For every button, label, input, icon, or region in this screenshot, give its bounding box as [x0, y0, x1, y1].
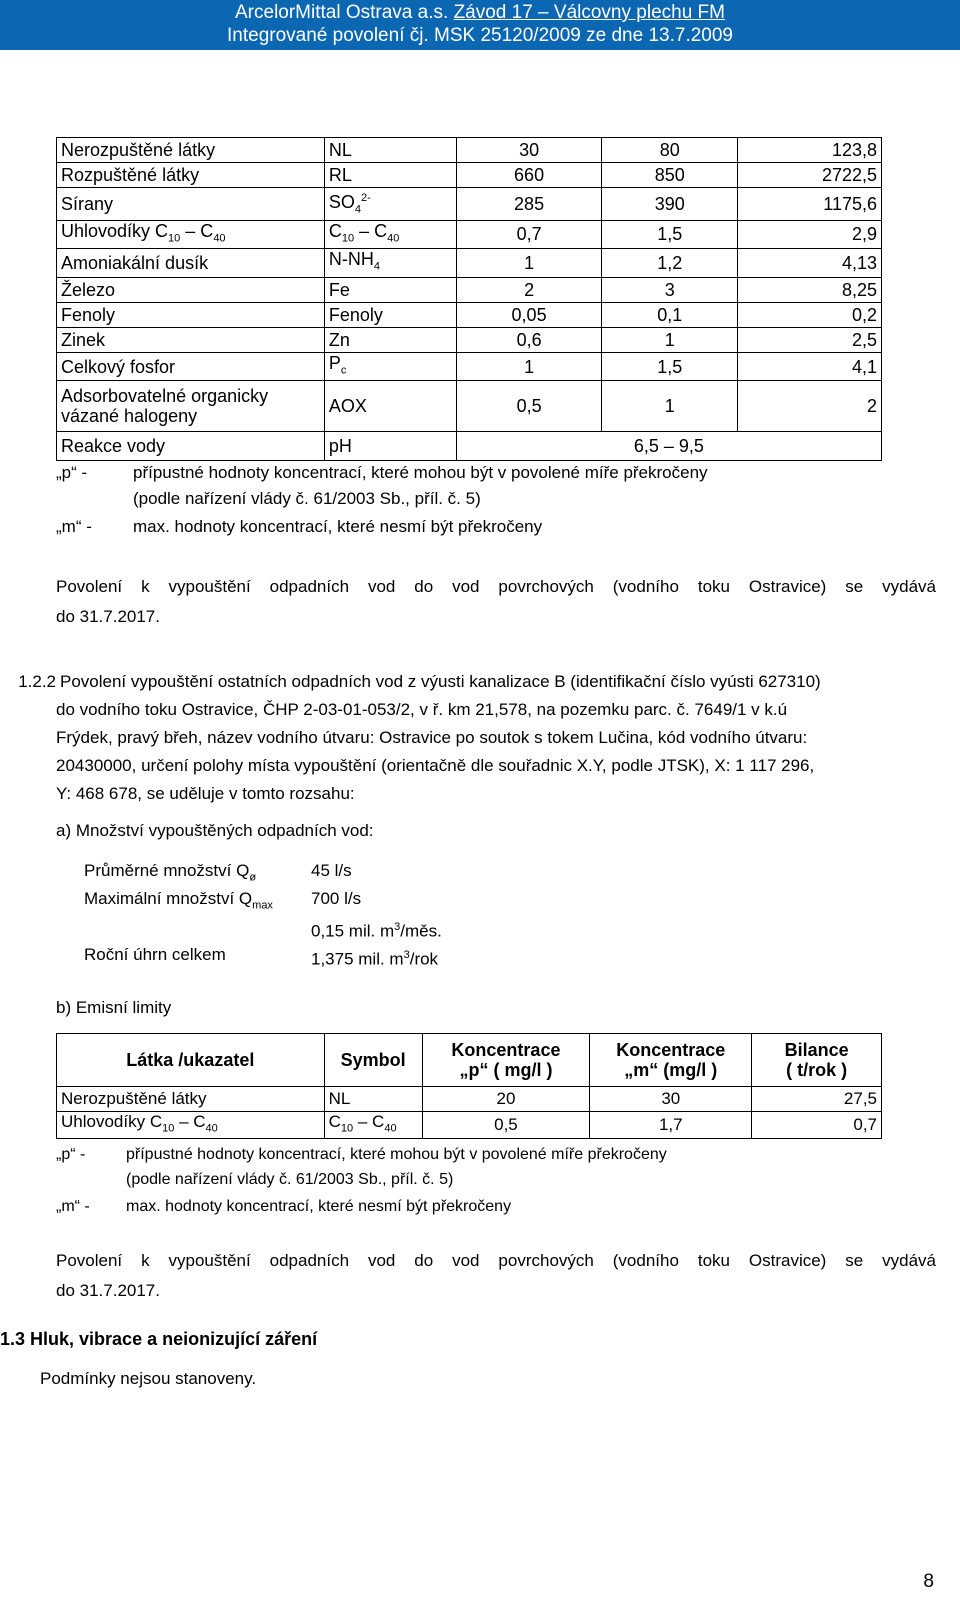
cell-m: 850 [602, 163, 738, 188]
max-value: 700 l/s [311, 889, 362, 908]
cell-name: Sírany [57, 188, 325, 221]
table-row [57, 220, 882, 249]
table-row [57, 381, 882, 432]
cell-m: 3 [602, 277, 738, 302]
cell-name: Fenoly [57, 302, 325, 327]
cell-b: 27,5 [752, 1087, 882, 1112]
section-1-3-text: Podmínky nejsou stanoveny. [40, 1369, 257, 1388]
table-row [57, 1087, 882, 1112]
table-row [57, 432, 882, 461]
cell-p: 0,05 [456, 302, 602, 327]
cell-range: 6,5 – 9,5 [456, 432, 881, 461]
table-row [57, 188, 882, 221]
cell-name: Uhlovodíky $C_{10} - C_{40}$ [57, 220, 325, 249]
cell-b: 2,9 [738, 220, 882, 249]
cell-name: Reakce vody [57, 432, 325, 461]
notes-1 [56, 460, 708, 540]
cell-symbol: NL [324, 138, 456, 163]
cell-name: Adsorbovatelné organicky vázané halogeny [57, 381, 325, 432]
cell-name: Nerozpuštěné látky [57, 1087, 325, 1112]
table-row [57, 277, 882, 302]
year-value: 1,375 mil. $m^3$/rok [311, 949, 439, 969]
table-row [57, 163, 882, 188]
cell-p: 1 [456, 352, 602, 381]
cell-p: 0,6 [456, 327, 602, 352]
cell-m: 1 [602, 381, 738, 432]
section-1-3-heading: 1.3 Hluk, vibrace a neionizující záření [0, 1329, 318, 1349]
cell-b: 1175,6 [738, 188, 882, 221]
cell-symbol: $C_{10} - C_{40}$ [324, 1112, 422, 1139]
cell-symbol: pH [324, 432, 456, 461]
note-m-label: „m“ - [56, 1198, 90, 1215]
cell-p: 0,5 [456, 381, 602, 432]
header-m: Koncentrace „m“ (mg/l ) [590, 1034, 752, 1087]
note-p-label: „p“ - [56, 1146, 86, 1163]
note-p-text2: (podle nařízení vlády č. 61/2003 Sb., příl. č. 5) [126, 1171, 454, 1188]
cell-m: 1,7 [590, 1112, 752, 1139]
table-row [57, 352, 882, 381]
emission-limits-table [56, 1033, 882, 1139]
cell-p: 0,5 [422, 1112, 590, 1139]
table-row [57, 302, 882, 327]
cell-b: 0,7 [752, 1112, 882, 1139]
header-line-2: Integrované povolení čj. MSK 25120/2009 ze dne 13.7.2009 [227, 25, 733, 46]
cell-symbol: AOX [324, 381, 456, 432]
header-name: Látka /ukazatel [57, 1034, 325, 1087]
page-number: 8 [923, 1571, 934, 1592]
note-p-text: přípustné hodnoty koncentrací, které mohou být v povolené míře překročeny [133, 463, 708, 482]
cell-symbol: $N-NH_4$ [324, 249, 456, 278]
cell-b: 0,2 [738, 302, 882, 327]
cell-symbol: Zn [324, 327, 456, 352]
table-row [57, 1112, 882, 1139]
cell-p: 30 [456, 138, 602, 163]
emission-table-1 [56, 137, 882, 461]
cell-b: 4,13 [738, 249, 882, 278]
avg-label: Průměrné množství $Q_ø$ [84, 861, 257, 884]
cell-symbol: $SO_4^{2-}$ [324, 188, 456, 221]
header-b: Bilance ( t/rok ) [752, 1034, 882, 1087]
header-company: ArcelorMittal Ostrava a.s. [235, 2, 449, 23]
cell-m: 80 [602, 138, 738, 163]
note-p-text2: (podle nařízení vlády č. 61/2003 Sb., příl. č. 5) [133, 489, 481, 508]
section-number: 1.2.2 [18, 672, 56, 691]
cell-p: 2 [456, 277, 602, 302]
cell-p: 285 [456, 188, 602, 221]
cell-m: 0,1 [602, 302, 738, 327]
page-header [0, 0, 960, 50]
header-line-1 [0, 1, 960, 25]
note-p-text: přípustné hodnoty koncentrací, které mohou být v povolené míře překročeny [126, 1146, 667, 1163]
permit-1: Povolení k vypouštění odpadních vod do vod povrchových (vodního toku Ostravice) se vydává do 31.7.2017. [56, 577, 936, 626]
cell-name: Amoniakální dusík [57, 249, 325, 278]
max-label: Maximální množství $Q_{max}$ [84, 889, 273, 912]
cell-symbol: Fenoly [324, 302, 456, 327]
cell-b: 8,25 [738, 277, 882, 302]
cell-m: 30 [590, 1087, 752, 1112]
cell-name: Nerozpuštěné látky [57, 138, 325, 163]
note-m-label: „m“ - [56, 517, 92, 536]
cell-p: 660 [456, 163, 602, 188]
permit-2: Povolení k vypouštění odpadních vod do vod povrchových (vodního toku Ostravice) se vydává do 31.7.2017. [56, 1251, 936, 1300]
note-m-text: max. hodnoty koncentrací, které nesmí být překročeny [126, 1198, 512, 1215]
cell-m: 1 [602, 327, 738, 352]
limits-heading: b) Emisní limity [56, 998, 172, 1017]
cell-m: 1,5 [602, 352, 738, 381]
cell-m: 1,2 [602, 249, 738, 278]
amounts-heading: a) Množství vypouštěných odpadních vod: [56, 821, 374, 840]
header-plant-link[interactable]: Závod 17 – Válcovny plechu FM [453, 2, 725, 23]
table-row [57, 138, 882, 163]
year-label: Roční úhrn celkem [84, 945, 226, 964]
cell-symbol: Fe [324, 277, 456, 302]
cell-p: 0,7 [456, 220, 602, 249]
table-row [57, 327, 882, 352]
cell-symbol: $P_c$ [324, 352, 456, 381]
table-row [57, 249, 882, 278]
note-m-text: max. hodnoty koncentrací, které nesmí být překročeny [133, 517, 543, 536]
cell-b: 2 [738, 381, 882, 432]
cell-m: 390 [602, 188, 738, 221]
cell-m: 1,5 [602, 220, 738, 249]
cell-name: Uhlovodíky $C_{10} - C_{40}$ [57, 1112, 325, 1139]
section-1-2-2: 1.2.2 Povolení vypouštění ostatních odpadních vod z výusti kanalizace B (identifikační číslo vyústi 627310) do vodního toku Ostravice, ČHP 2-03-01-053/2, v ř. km 21,578, na pozemku parc. č. 7649/1 v k.ú Frýdek, pravý břeh, název vodního útvaru: Ostravice po soutok s tokem Lučina, kód vodního útvaru: 20430000, určení polohy místa vypouštění (orientačně dle souřadnic X.Y, podle JTSK), X: 1 117 296, Y: 468 678, se uděluje v tomto rozsahu: [0, 668, 940, 808]
cell-p: 20 [422, 1087, 590, 1112]
notes-2 [56, 1142, 667, 1219]
month-value: 0,15 mil. $m^3$/měs. [311, 921, 442, 941]
note-p-label: „p“ - [56, 463, 88, 482]
cell-symbol: RL [324, 163, 456, 188]
cell-name: Zinek [57, 327, 325, 352]
table-header-row [57, 1034, 882, 1087]
cell-name: Celkový fosfor [57, 352, 325, 381]
cell-b: 2722,5 [738, 163, 882, 188]
cell-name: Železo [57, 277, 325, 302]
avg-value: 45 l/s [311, 861, 352, 880]
cell-name: Rozpuštěné látky [57, 163, 325, 188]
cell-symbol: $C_{10} - C_{40}$ [324, 220, 456, 249]
cell-b: 2,5 [738, 327, 882, 352]
amounts-list [84, 857, 442, 969]
cell-b: 123,8 [738, 138, 882, 163]
cell-b: 4,1 [738, 352, 882, 381]
header-symbol: Symbol [324, 1034, 422, 1087]
cell-p: 1 [456, 249, 602, 278]
header-p: Koncentrace „p“ ( mg/l ) [422, 1034, 590, 1087]
cell-symbol: NL [324, 1087, 422, 1112]
